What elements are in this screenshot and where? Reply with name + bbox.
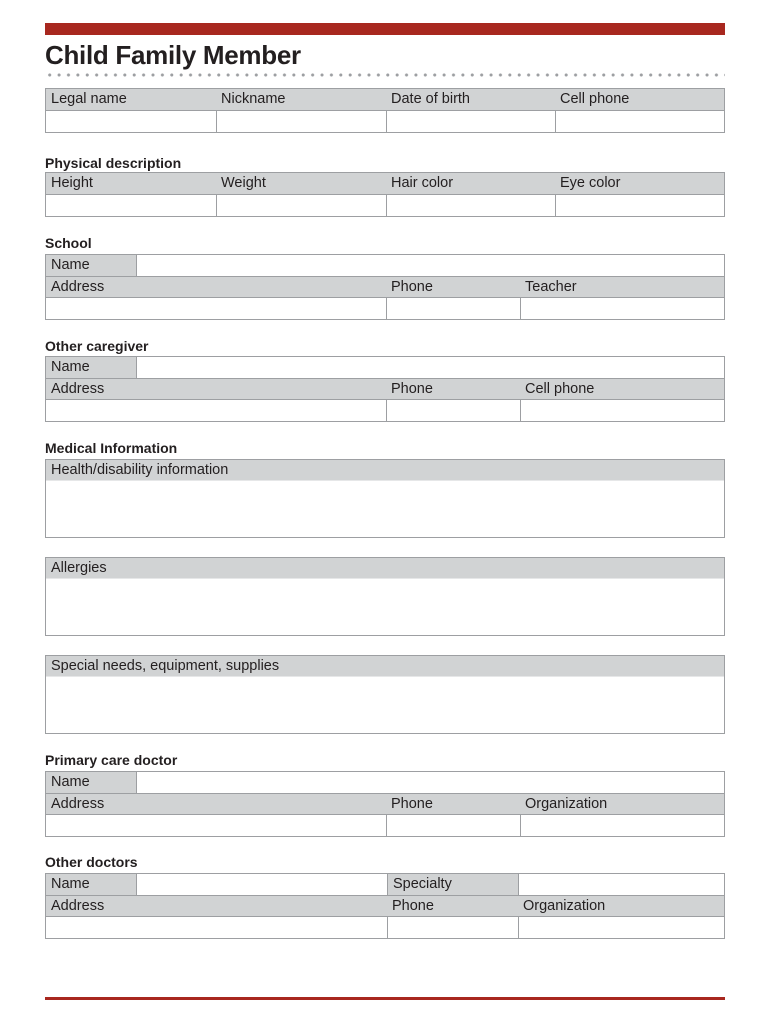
basic-info-header-row bbox=[46, 89, 724, 110]
hair-color-field[interactable] bbox=[386, 195, 555, 216]
other-doctor-phone-field[interactable] bbox=[387, 917, 518, 938]
eye-color-field[interactable] bbox=[555, 195, 724, 216]
caregiver-address-label: Address bbox=[51, 381, 105, 397]
special-needs-label: Special needs, equipment, supplies bbox=[46, 656, 724, 677]
other-doctors-input-row bbox=[46, 916, 724, 938]
school-teacher-field[interactable] bbox=[520, 298, 724, 319]
other-doctor-address-label: Address bbox=[51, 898, 105, 914]
school-heading: School bbox=[45, 235, 92, 251]
basic-info-input-row bbox=[46, 110, 724, 132]
school-name-label: Name bbox=[46, 255, 136, 276]
height-field[interactable] bbox=[46, 195, 216, 216]
basic-info-table bbox=[45, 88, 725, 133]
cell-phone-field[interactable] bbox=[555, 111, 724, 132]
physical-input-row bbox=[46, 194, 724, 216]
legal-name-field[interactable] bbox=[46, 111, 216, 132]
caregiver-name-label: Name bbox=[46, 357, 136, 378]
special-needs-field[interactable] bbox=[45, 655, 725, 734]
physical-description-table bbox=[45, 172, 725, 217]
form-title: Child Family Member bbox=[45, 40, 301, 70]
school-phone-field[interactable] bbox=[386, 298, 520, 319]
other-doctors-header-row bbox=[46, 895, 724, 916]
eye-color-label: Eye color bbox=[560, 175, 621, 191]
caregiver-name-row bbox=[46, 357, 724, 378]
date-of-birth-field[interactable] bbox=[386, 111, 555, 132]
school-name-row bbox=[46, 255, 724, 276]
physical-header-row bbox=[46, 173, 724, 194]
other-doctor-name-label: Name bbox=[46, 874, 136, 895]
legal-name-label: Legal name bbox=[51, 91, 127, 107]
allergies-field[interactable] bbox=[45, 557, 725, 636]
health-disability-label: Health/disability information bbox=[46, 460, 724, 481]
other-doctor-name-field[interactable] bbox=[136, 874, 387, 895]
primary-doctor-phone-field[interactable] bbox=[386, 815, 520, 836]
school-header-row bbox=[46, 276, 724, 297]
school-table bbox=[45, 254, 725, 320]
other-doctor-specialty-label: Specialty bbox=[387, 874, 518, 895]
other-doctor-organization-field[interactable] bbox=[518, 917, 724, 938]
other-caregiver-heading: Other caregiver bbox=[45, 338, 149, 354]
primary-doctor-address-field[interactable] bbox=[46, 815, 386, 836]
school-address-field[interactable] bbox=[46, 298, 386, 319]
other-doctor-address-field[interactable] bbox=[46, 917, 387, 938]
primary-doctor-table bbox=[45, 771, 725, 837]
caregiver-address-field[interactable] bbox=[46, 400, 386, 421]
primary-doctor-phone-label: Phone bbox=[391, 796, 433, 812]
other-doctors-name-row bbox=[46, 874, 724, 895]
other-doctor-phone-label: Phone bbox=[392, 898, 434, 914]
other-caregiver-table bbox=[45, 356, 725, 422]
primary-doctor-input-row bbox=[46, 814, 724, 836]
bottom-accent-bar bbox=[45, 997, 725, 1000]
school-name-field[interactable] bbox=[136, 255, 724, 276]
other-doctors-table bbox=[45, 873, 725, 939]
caregiver-cell-phone-field[interactable] bbox=[520, 400, 724, 421]
other-doctor-organization-label: Organization bbox=[523, 898, 606, 914]
nickname-field[interactable] bbox=[216, 111, 386, 132]
medical-information-heading: Medical Information bbox=[45, 440, 178, 456]
other-doctor-specialty-field[interactable] bbox=[518, 874, 724, 895]
primary-doctor-name-label: Name bbox=[46, 772, 136, 793]
cell-phone-label: Cell phone bbox=[560, 91, 630, 107]
primary-doctor-organization-label: Organization bbox=[525, 796, 608, 812]
caregiver-cell-phone-label: Cell phone bbox=[525, 381, 595, 397]
caregiver-name-field[interactable] bbox=[136, 357, 724, 378]
caregiver-input-row bbox=[46, 399, 724, 421]
school-input-row bbox=[46, 297, 724, 319]
primary-doctor-organization-field[interactable] bbox=[520, 815, 724, 836]
caregiver-header-row bbox=[46, 378, 724, 399]
weight-field[interactable] bbox=[216, 195, 386, 216]
dotted-divider bbox=[45, 73, 725, 77]
height-label: Height bbox=[51, 175, 93, 191]
school-phone-label: Phone bbox=[391, 279, 433, 295]
primary-doctor-name-row bbox=[46, 772, 724, 793]
other-doctors-heading: Other doctors bbox=[45, 854, 138, 870]
primary-doctor-header-row bbox=[46, 793, 724, 814]
hair-color-label: Hair color bbox=[391, 175, 454, 191]
school-teacher-label: Teacher bbox=[525, 279, 577, 295]
physical-description-heading: Physical description bbox=[45, 155, 182, 171]
primary-doctor-address-label: Address bbox=[51, 796, 105, 812]
caregiver-phone-label: Phone bbox=[391, 381, 433, 397]
top-accent-bar bbox=[45, 23, 725, 35]
caregiver-phone-field[interactable] bbox=[386, 400, 520, 421]
school-address-label: Address bbox=[51, 279, 105, 295]
primary-doctor-name-field[interactable] bbox=[136, 772, 724, 793]
primary-care-doctor-heading: Primary care doctor bbox=[45, 752, 178, 768]
health-disability-field[interactable] bbox=[45, 459, 725, 538]
allergies-label: Allergies bbox=[46, 558, 724, 579]
weight-label: Weight bbox=[221, 175, 266, 191]
nickname-label: Nickname bbox=[221, 91, 286, 107]
date-of-birth-label: Date of birth bbox=[391, 91, 470, 107]
